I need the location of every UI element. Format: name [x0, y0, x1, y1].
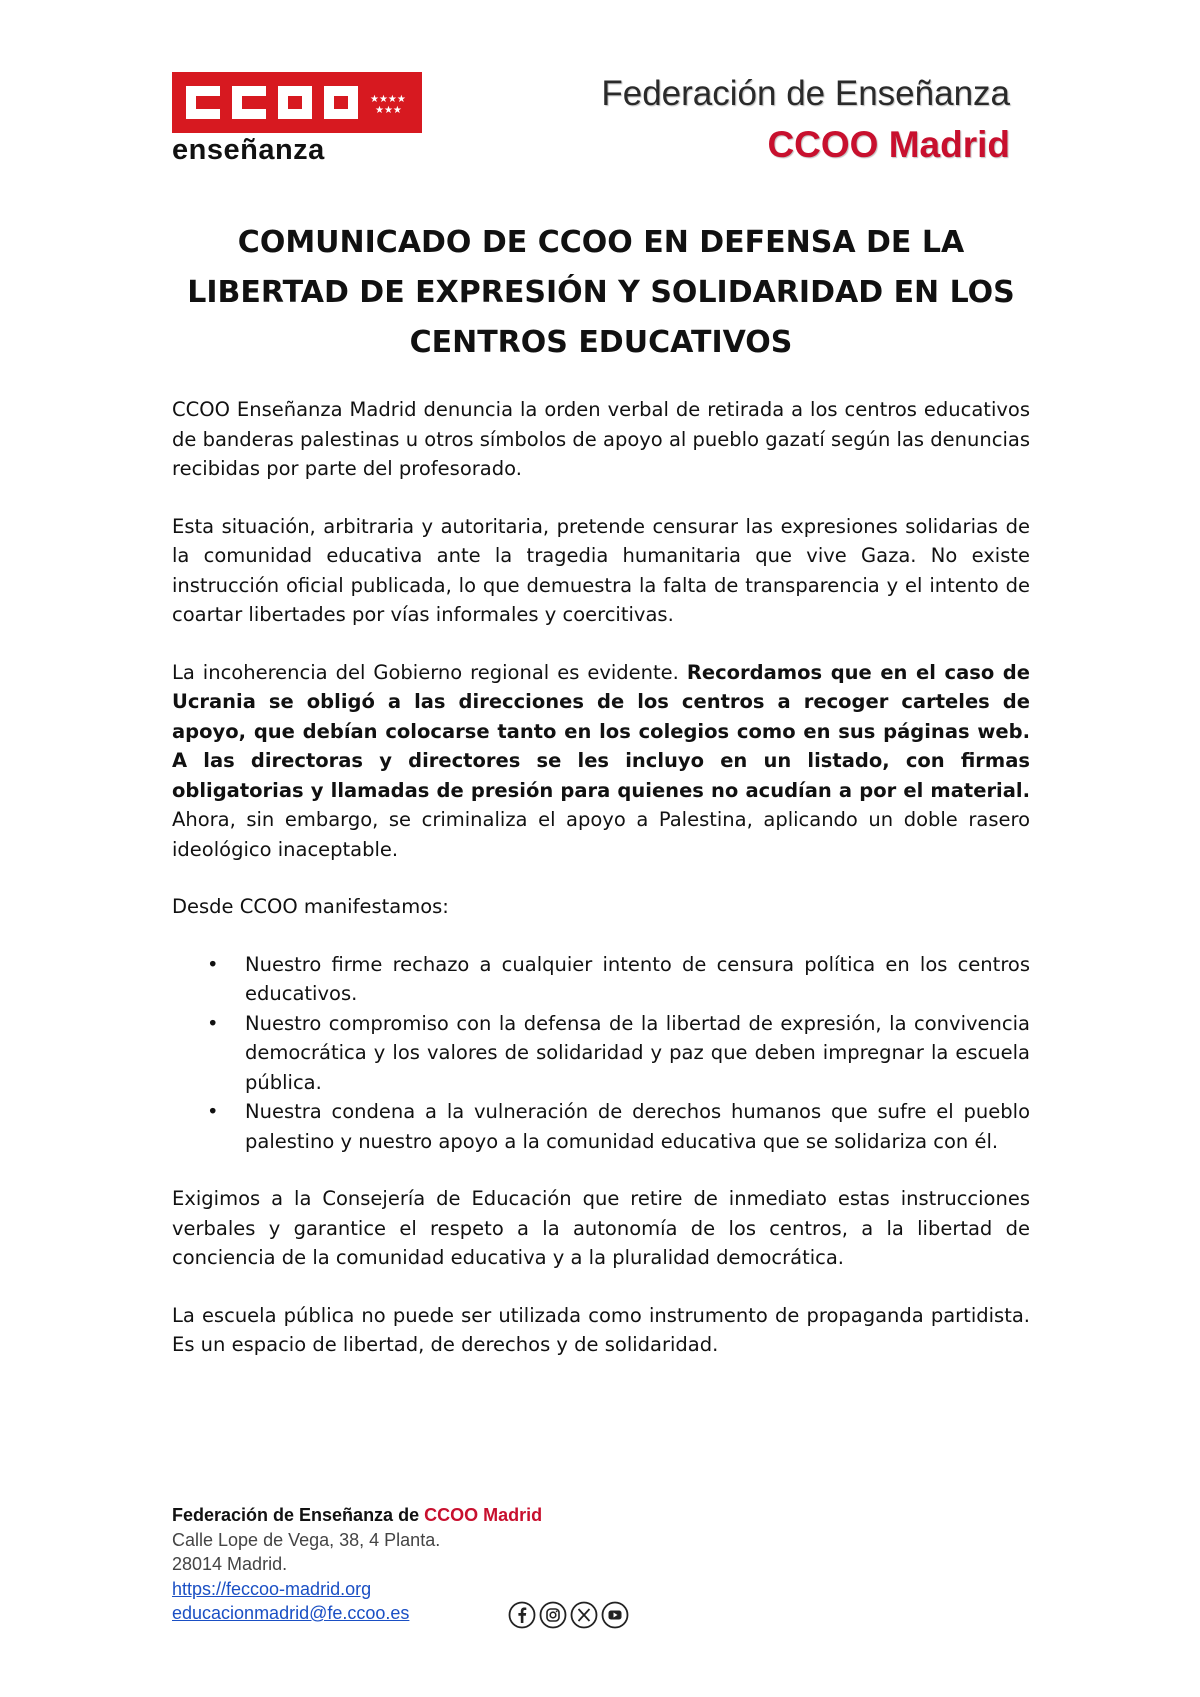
bullet-icon: •	[207, 952, 219, 976]
paragraph-5: Exigimos a la Consejería de Educación que retire de inmediato estas instrucciones verbales y garantice el respeto a la autonomía de los centros, a la libertad de conciencia de la comunidad educativa y a la pluralidad democrática.	[172, 1187, 1030, 1269]
paragraph-3-start: La incoherencia del Gobierno regional es evidente.	[172, 660, 687, 684]
federation-title: Federación de Enseñanza	[601, 74, 1010, 113]
email-link[interactable]: educacionmadrid@fe.ccoo.es	[172, 1603, 410, 1623]
title-line-1: COMUNICADO DE CCOO EN DEFENSA DE LA	[237, 225, 965, 260]
title-line-2: LIBERTAD DE EXPRESIÓN Y SOLIDARIDAD EN LOS	[187, 275, 1015, 310]
instagram-icon[interactable]	[539, 1601, 567, 1629]
footer-address-1: Calle Lope de Vega, 38, 4 Planta.	[172, 1529, 441, 1550]
list-item	[207, 1097, 1030, 1156]
paragraph-3-bold: Recordamos que en el caso de Ucrania se obligó a las direcciones de los centros a recoger carteles de apoyo, que debían colocarse tanto en los colegios como en sus páginas web. A las directoras y directores se les incluyo en un listado, con firmas obligatorias y llamadas de presión para quienes no acudían a por el material.	[172, 660, 1030, 802]
paragraph-3-end: Ahora, sin embargo, se criminaliza el apoyo a Palestina, aplicando un doble rasero ideológico inaceptable.	[172, 808, 1030, 861]
social-icons	[508, 1601, 629, 1629]
ccoo-logo	[172, 72, 422, 133]
footer	[172, 1503, 542, 1626]
footer-organization	[172, 1503, 542, 1528]
list-item	[207, 1009, 1030, 1098]
document-title	[172, 218, 1030, 368]
paragraph-4: Desde CCOO manifestamos:	[172, 895, 449, 918]
bullet-icon: •	[207, 1100, 219, 1123]
x-icon[interactable]	[570, 1601, 598, 1629]
paragraph-2: Esta situación, arbitraria y autoritaria, pretende censurar las expresiones solidarias de la comunidad educativa ante la tragedia humanitaria que vive Gaza. No existe instrucción oficial publicada, lo que demuestra la falta de transparencia y el intento de coartar libertades por vías informales y coercitivas.	[172, 514, 1030, 626]
logo-subtitle: enseñanza	[172, 134, 325, 166]
list-item-text: Nuestro compromiso con la defensa de la libertad de expresión, la convivencia democrática y los valores de solidaridad y paz que deben impregnar la escuela pública.	[245, 1011, 1030, 1094]
youtube-icon[interactable]	[601, 1601, 629, 1629]
facebook-icon[interactable]	[508, 1601, 536, 1629]
list-item	[207, 950, 1030, 1009]
paragraph-1: CCOO Enseñanza Madrid denuncia la orden verbal de retirada a los centros educativos de banderas palestinas u otros símbolos de apoyo al pueblo gazatí según las denuncias recibidas por parte del profesorado.	[172, 398, 1030, 480]
footer-org-red: CCOO Madrid	[424, 1505, 543, 1525]
svg-text:★★★★: ★★★★	[370, 94, 406, 105]
paragraph-6: La escuela pública no puede ser utilizada como instrumento de propaganda partidista. Es un espacio de libertad, de derechos y de solidaridad.	[172, 1303, 1030, 1356]
bullet-icon: •	[207, 1011, 219, 1035]
svg-text:★★★: ★★★	[375, 105, 402, 116]
federation-region: CCOO Madrid	[767, 124, 1010, 165]
website-link[interactable]: https://feccoo-madrid.org	[172, 1578, 372, 1599]
list-item-text: Nuestro firme rechazo a cualquier intento de censura política en los centros educativos.	[245, 952, 1030, 1005]
footer-address-2: 28014 Madrid.	[172, 1554, 288, 1574]
paragraph-3	[172, 658, 1030, 865]
title-line-3: CENTROS EDUCATIVOS	[409, 325, 793, 360]
ccoo-logo-mark	[172, 72, 422, 133]
list-item-text: Nuestra condena a la vulneración de derechos humanos que sufre el pueblo palestino y nuestro apoyo a la comunidad educativa que se solidariza con él.	[245, 1100, 1030, 1153]
manifest-list	[172, 950, 1030, 1157]
footer-org-prefix: Federación de Enseñanza de	[172, 1505, 425, 1525]
document-body	[172, 395, 1030, 1388]
